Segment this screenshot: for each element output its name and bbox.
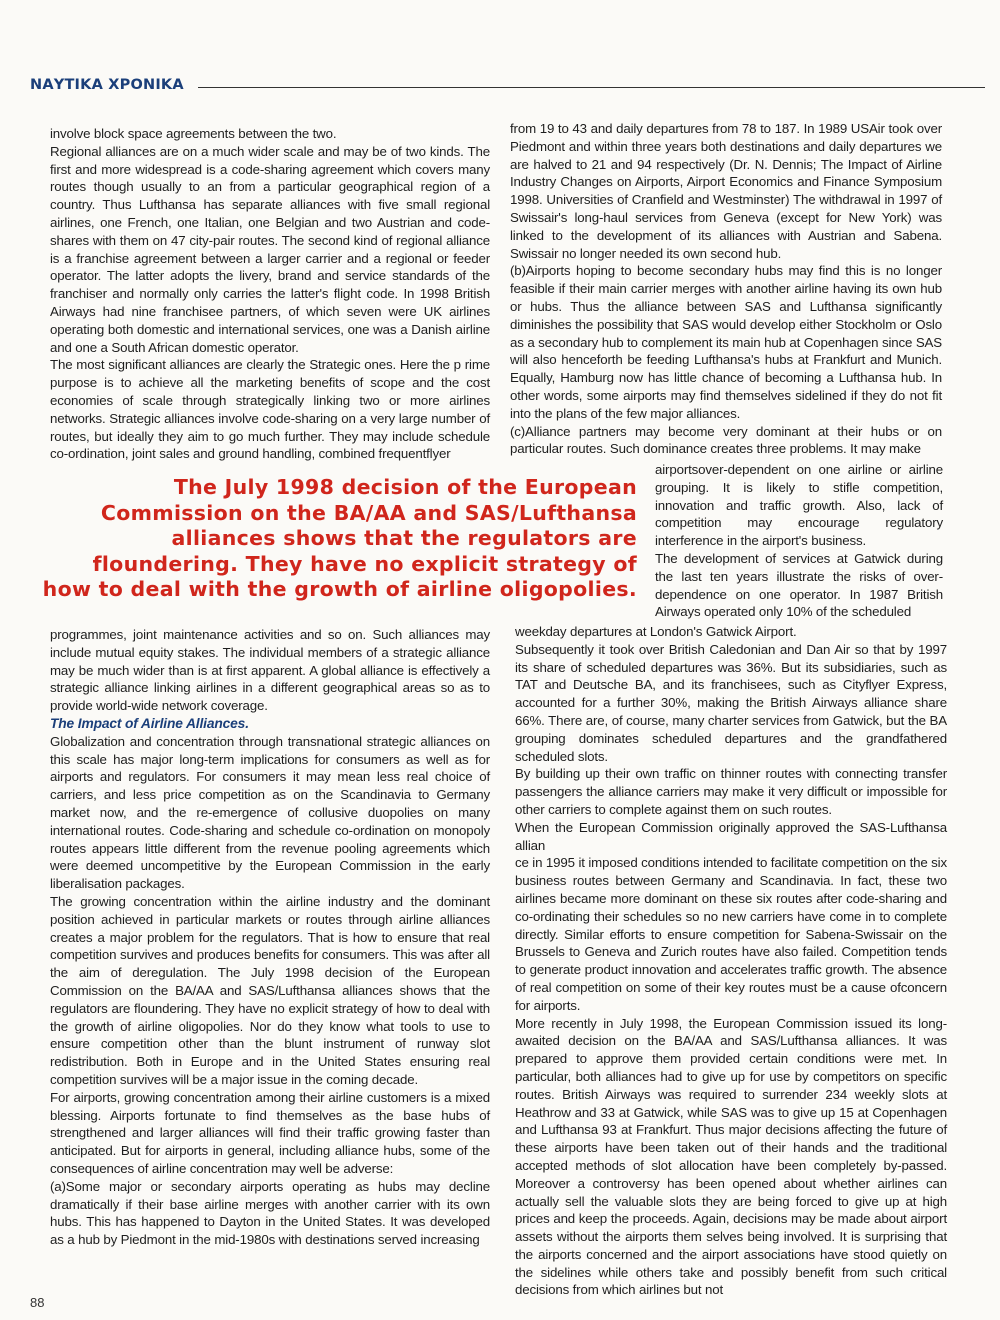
section-heading: The Impact of Airline Alliances. [50, 715, 249, 731]
paragraph: Regional alliances are on a much wider scale and may be of two kinds. The first and more widespread is a code-sharing agreement which covers many routes though usually to an from a particular geographical region of a country. Thus Lufthansa has separate alliances with five small regional airlines, one French, one Italian, one Belgian and two Austrian and code-shares with them on 47 city-pair routes. The second kind of regional alliance is a franchise agreement between a larger carrier and a regional or feeder operator. The latter adopts the livery, brand and service standards of the franchiser and normally only carries the latter's flight code. In 1998 British Airways had nine franchisee partners, of which seven were UK airlines operating both domestic and international services, one was a Danish airline and one a South African domestic operator. [50, 143, 490, 355]
paragraph: (c)Alliance partners may become very dominant at their hubs or on particular routes. Such dominance creates three problems. It may make [510, 423, 942, 457]
paragraph: The growing concentration within the airline industry and the dominant position achieved in particular markets or routes through airline alliances creates a major problem for the regulators. That is how to ensure that real competition survives and produces benefits for consumers. This was after all the aim of deregulation. The July 1998 decision of the European Commission on the BA/AA and SAS/Lufthansa alliances shows that the regulators are floundering. They have no explicit strategy of how to deal with the growth of airline oligopolies. Nor do they know what tools to use to ensure competition other than the blunt instrument of runway slot redistribution. Both in Europe and in the United States ensuring real competition survives will be a major issue in the coming decade. [50, 893, 490, 1087]
right-column-top [510, 120, 942, 458]
paragraph: (b)Airports hoping to become secondary hubs may find this is no longer feasible if their main carrier merges with another airline having its own hub or hubs. Thus the alliance between SAS and Lufthansa significantly diminishes the possibility that SAS would develop either Stockholm or Oslo as a secondary hub to complement its main hub at Copenhagen since SAS will also henceforth be feeding Lufthansa's hubs at Frankfurt and Munich. Equally, Hamburg now has little chance of becoming a Lufthansa hub. In other words, some airports may find themselves sidelined if they do not fit into the plans of the few major alliances. [510, 263, 942, 421]
paragraph: The most significant alliances are clearly the Strategic ones. Here the p rime purpose is to achieve all the marketing benefits of scope and the cost economies of scale through strategically linking two or more airlines networks. Strategic alliances involve code-sharing on a very large number of routes, but ideally they aim to go much further. They may include schedule co-ordination, joint sales and ground handling, combined frequentflyer [50, 357, 490, 462]
paragraph: By building up their own traffic on thinner routes with connecting transfer passengers the alliance carriers may make it very difficult or impossible for other carriers to complete against them on such routes. [515, 766, 947, 817]
page-number: 88 [30, 1295, 45, 1310]
paragraph: The development of services at Gatwick during the last ten years illustrate the risks of over-dependence on one operator. In 1987 British Airways operated only 10% of the scheduled [655, 550, 943, 620]
left-column-top [50, 125, 490, 463]
paragraph: ce in 1995 it imposed conditions intended to facilitate competition on the six business routes between Germany and Scandinavia. In fact, these two airlines became more dominant on these six routes after code-sharing and co-ordinating their schedules so no new carriers have come in to complete directly. Similar efforts to ensure competition for Sabena-Swissair on the Brussels to Geneva and Zurich routes have also failed. Competition tends to generate product innovation and accelerates traffic growth. The absence of real competition on some of their key routes must be a cause ofconcern for airports. [515, 855, 947, 1013]
paragraph: airportsover-dependent on one airline or airline grouping. It is likely to stifle competition, innovation and traffic growth. Also, lack of competition may encourage regulatory interference in the airport's business. [655, 462, 943, 549]
paragraph: Globalization and concentration through transnational strategic alliances on this scale has major long-term implications for consumers as well as for airports and regulators. For consumers it may mean less real choice of carriers, and less price competition as on the Scandinavia to Germany market now, and the re-emergence of collusive duopolies on many international routes. Code-sharing and schedule co-ordination on monopoly routes appears little different from the revenue pooling agreements which were deemed uncompetitive by the European Commission in the early liberalisation packages. [50, 733, 490, 892]
paragraph: More recently in July 1998, the European Commission issued its long-awaited decision on the BA/AA and SAS/Lufthansa alliances. It was prepared to approve them provided certain conditions were met. In particular, both alliances had to give up for use by competitors on specific routes. British Airways was required to surrender 234 weekly slots at Heathrow and 33 at Gatwick, while SAS was to give up 15 at Copenhagen and Lufthansa 93 at Frankfurt. Thus major decisions affecting the future of these airports have been taken out of their hands and the traditional accepted methods of slot allocation have been completely by-passed. Moreover a controversy has been opened about whether airlines can actually sell the valuable slots they are being forced to give up at high prices and keep the proceeds. Again, decisions may be made about airport assets without the airports them selves being involved. It is surprising that the airports concerned and the airport associations have stood quietly on the sidelines while others take and possibly benefit from such critical decisions from which airlines but not [515, 1015, 947, 1298]
right-column-bottom [515, 623, 947, 1299]
running-header [30, 74, 985, 98]
paragraph: involve block space agreements between the two. [50, 126, 337, 141]
paragraph: from 19 to 43 and daily departures from 78 to 187. In 1989 USAir took over Piedmont and within three years both destinations and daily departures we are halved to 21 and 94 respectively (Dr. N. Dennis; The Impact of Airline Industry Changes on Airports, Airport Economics and Finance Symposium 1998. Universities of Cranfield and Westminster) The withdrawal in 1997 of Swissair's long-haul services from Geneva (except for New York) was linked to the development of its alliances with Austrian and Sabena. Swissair no longer needed its own second hub. [510, 121, 942, 261]
right-column-wrap [655, 461, 943, 621]
pull-quote: The July 1998 decision of the European Commission on the BA/AA and SAS/Lufthansa alliances shows that the regulators are floundering. They have no explicit strategy of how to deal with the growth of airline oligopolies. [42, 475, 637, 601]
paragraph: weekday departures at London's Gatwick Airport. [515, 624, 797, 639]
paragraph: Subsequently it took over British Caledonian and Dan Air so that by 1997 its share of scheduled departures was 36%. But its subsidiaries, such as TAT and Deutsche BA, and its franchisees, such as Cityflyer Express, accounted for a further 30%, making the British Airways alliance share 66%. There are, of course, many charter services from Gatwick, but the BA grouping dominates scheduled departures and the grandfathered scheduled slots. [515, 641, 947, 764]
paragraph: For airports, growing concentration among their airline customers is a mixed blessing. Airports fortunate to find themselves as the base hubs of strengthened and larger alliances will find their traffic growing faster than anticipated. But for airports in general, including alliance hubs, some of the consequences of airline concentration may well be adverse: [50, 1089, 490, 1176]
paragraph: (a)Some major or secondary airports operating as hubs may decline dramatically if their base airline merges with another carrier with its own hubs. This has happened to Dayton in the United States. It was developed as a hub by Piedmont in the mid-1980s with destinations served increasing [50, 1178, 490, 1248]
paragraph: When the European Commission originally approved the SAS-Lufthansa allian [515, 819, 947, 853]
header-rule [198, 87, 985, 88]
magazine-title: ΝΑΥΤΙΚΑ ΧΡΟΝΙΚΑ [30, 77, 184, 93]
left-column-bottom [50, 626, 490, 1249]
paragraph: programmes, joint maintenance activities and so on. Such alliances may include mutual equity stakes. The individual members of a strategic alliance may be much wider than is at first apparent. A global alliance is effectively a strategic alliance linking airlines in a different geographical areas so as to provide world-wide network coverage. [50, 627, 490, 714]
